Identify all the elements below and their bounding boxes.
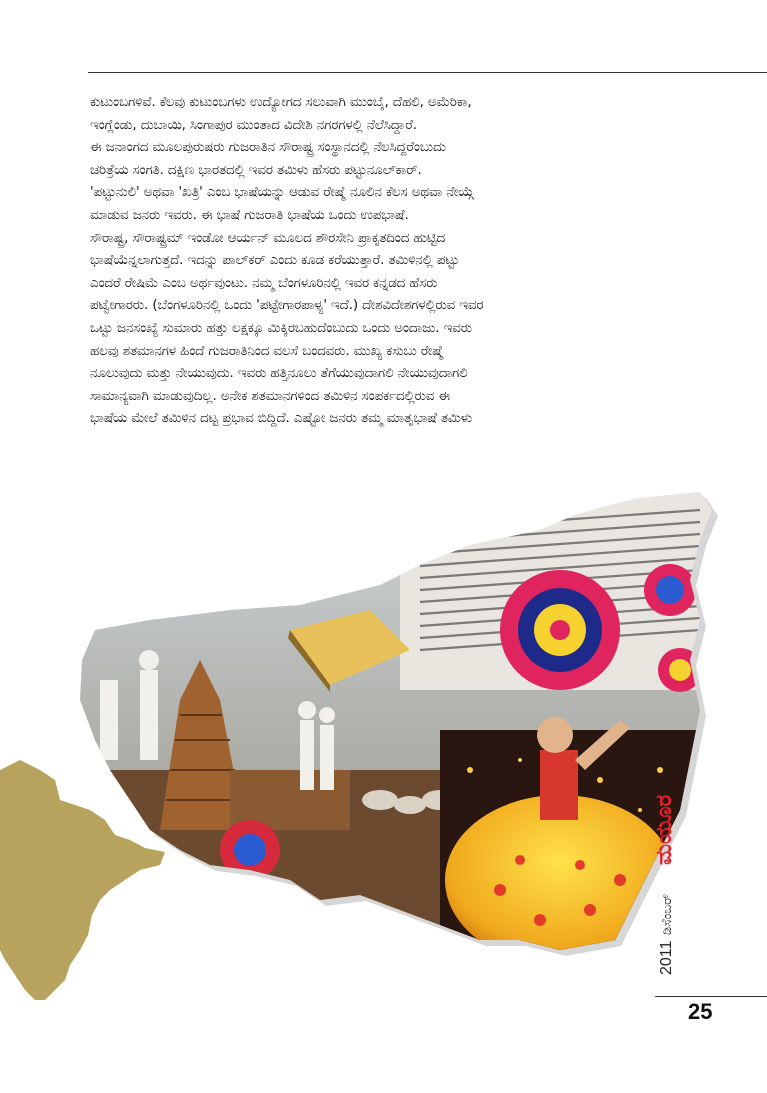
article-line: ಕುಟುಂಬಗಳಿವೆ. ಕೆಲವು ಕುಟುಂಬಗಳು ಉದ್ಯೋಗದ ಸಲುವಾಗಿ ಮುಂಬೈ, ದೆಹಲಿ, ಅಮೆರಿಕಾ, — [90, 95, 472, 110]
magazine-year: 2011 — [658, 940, 675, 975]
magazine-month: ಡಿಸೆಂಬರ್ — [660, 893, 675, 935]
article-line: ಮಾಡುವ ಜನರು ಇವರು. ಈ ಭಾಷೆ ಗುಜರಾತಿ ಭಾಷೆಯ ಒಂದು ಉಪಭಾಷೆ. — [90, 207, 409, 223]
article-line: ನೂಲುವುದು ಮತ್ತು ನೇಯುವುದು. ಇವರು ಹತ್ತಿನೂಲು ತೆಗೆಯುವುದಾಗಲಿ ನೇಯುವುದಾಗಲಿ — [90, 366, 468, 382]
article-line: ಎಂದರೆ ರೇಷಿಮೆ ಎಂಬ ಅರ್ಥವುಂಟು. ನಮ್ಮ ಬೆಂಗಳೂರಿನಲ್ಲಿ ಇವರ ಕನ್ನಡದ ಹೆಸರು — [90, 275, 438, 291]
article-line: ಪಟ್ವೇಗಾರರು. (ಬೆಂಗಳೂರಿನಲ್ಲಿ ಒಂದು 'ಪಟ್ಟೇಗಾರಪಾಳ್ಯ' ಇದೆ.) ದೇಶವಿದೇಶಗಳಲ್ಲಿರುವ ಇವರ — [90, 298, 484, 314]
article-line: 'ಪಟ್ಟುನುಲಿ' ಅಥವಾ 'ಖತ್ರಿ' ಎಂಬ ಭಾಷೆಯನ್ನು ಆಡುವ ರೇಷ್ಮೆ ನೂಲಿನ ಕೆಲಸ ಅಥವಾ ನೇಯ್ಗೆ — [90, 185, 474, 201]
gujarat-collage-illustration — [0, 470, 767, 1030]
page-rule — [655, 996, 767, 997]
article-body — [90, 92, 650, 431]
article-line: ಒಟ್ಟು ಜನಸಂಖ್ಯೆ ಸುಮಾರು ಹತ್ತು ಲಕ್ಷಕ್ಕೂ ಮಿಕ್ಕಿರಬಹುದೆಂಬುದು ಒಂದು ಅಂದಾಜು. ಇವರು — [90, 320, 472, 336]
article-line: ಭಾಷೆಯ ಮೇಲೆ ತಮಿಳಿನ ದಟ್ಟ ಪ್ರಭಾವ ಬಿದ್ದಿದೆ. ಎಷ್ಟೋ ಜನರು ತಮ್ಮ ಮಾತೃಭಾಷೆ ತಮಿಳು — [90, 411, 473, 427]
magazine-footer-vertical — [652, 794, 738, 990]
page-number: 25 — [688, 999, 713, 1024]
article-line: ಚರಿತ್ರೆಯ ಸಂಗತಿ. ದಕ್ಷಿಣ ಭಾರತದಲ್ಲಿ ಇವರ ತಮಿಳು ಹೆಸರು ಪಟ್ಟುನೂಲ್‌ಕಾರ್. — [90, 162, 422, 178]
magazine-title: ಮಯೂರ — [652, 794, 677, 865]
top-rule — [88, 72, 767, 73]
article-line: ಸೌರಾಷ್ಟ್ರ, ಸೌರಾಷ್ಟ್ರಮ್ ಇಂಡೋ ಆರ್ಯನ್ ಮೂಲದ ಶೌರಸೇನಿ ಪ್ರಾಕೃತದಿಂದ ಹುಟ್ಟಿದ — [90, 230, 446, 246]
article-line: ಹಲವು ಶತಮಾನಗಳ ಹಿಂದೆ ಗುಜರಾತಿನಿಂದ ವಲಸೆ ಬಂದವರು. ಮುಖ್ಯ ಕಸುಬು ರೇಷ್ಮೆ — [90, 343, 444, 359]
article-line: ಇಂಗ್ಲೆಂಡು, ದುಬಾಯಿ, ಸಿಂಗಾಪುರ ಮುಂತಾದ ವಿದೇಶಿ ನಗರಗಳಲ್ಲಿ ನೆಲೆಸಿದ್ದಾರೆ. — [90, 117, 417, 133]
article-line: ಸಾಮಾನ್ಯವಾಗಿ ಮಾಡುವುದಿಲ್ಲ. ಅನೇಕ ಶತಮಾನಗಳಿಂದ ತಮಿಳಿನ ಸಂಪರ್ಕದಲ್ಲಿರುವ ಈ — [90, 388, 450, 404]
article-line: ಈ ಜನಾಂಗದ ಮೂಲಪುರುಷರು ಗುಜರಾತಿನ ಸೌರಾಷ್ಟ್ರ ಸಂಸ್ಥಾನದಲ್ಲಿ ನೆಲಸಿದ್ದರೆಂಬುದು — [90, 140, 446, 156]
article-line: ಭಾಷೆಯೆನ್ನಲಾಗುತ್ತದೆ. ಇದನ್ನು ಪಾಲ್‌ಕರ್ ಎಂದು ಕೂಡ ಕರೆಯುತ್ತಾರೆ. ತಮಿಳಿನಲ್ಲಿ ಪಟ್ಟು — [90, 253, 460, 269]
